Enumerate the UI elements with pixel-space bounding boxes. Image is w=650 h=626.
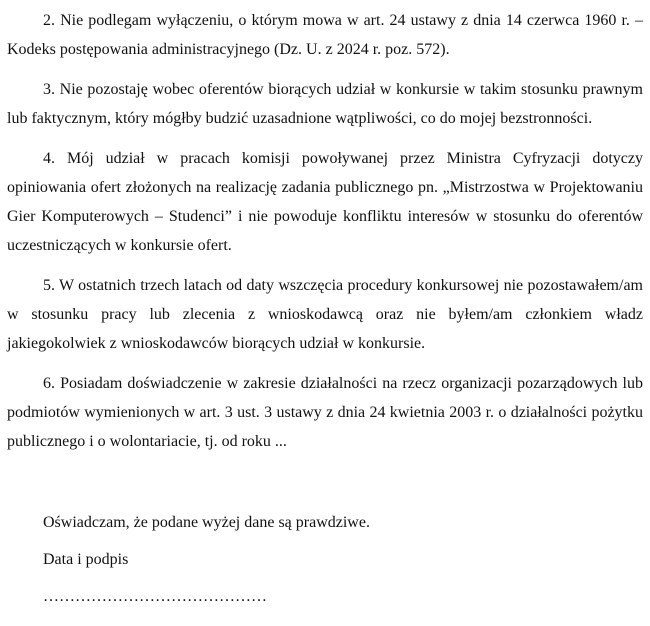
- paragraph-2: 2. Nie podlegam wyłączeniu, o którym mowa w art. 24 ustawy z dnia 14 czerwca 1960 r. – Kodeks postępowania administracyjnego (Dz. U. z 2024 r. poz. 572).: [7, 12, 643, 58]
- signature-dotted-line: ……………………………………: [43, 588, 267, 605]
- paragraph-6: 6. Posiadam doświadczenie w zakresie działalności na rzecz organizacji pozarządowych lub podmiotów wymienionych w art. 3 ust. 3 ustawy z dnia 24 kwietnia 2003 r. o działalności pożytku publicznego i o wolontariacie, tj. od roku ...: [7, 375, 643, 450]
- paragraph-3: 3. Nie pozostaję wobec oferentów biorących udział w konkursie w takim stosunku prawnym lub faktycznym, który mógłby budzić uzasadnione wątpliwości, co do mojej bezstronności.: [7, 81, 643, 127]
- paragraph-4: 4. Mój udział w pracach komisji powoływanej przez Ministra Cyfryzacji dotyczy opiniowania ofert złożonych na realizację zadania publicznego pn. „Mistrzostwa w Projektowaniu Gier Komputerowych – Studenci” i nie powoduje konfliktu interesów w stosunku do oferentów uczestniczących w konkursie ofert.: [7, 150, 643, 254]
- date-signature-label: Data i podpis: [43, 551, 129, 568]
- declaration-document: [7, 6, 643, 456]
- declaration-statement: Oświadczam, że podane wyżej dane są prawdziwe.: [43, 514, 370, 531]
- paragraph-5: 5. W ostatnich trzech latach od daty wszczęcia procedury konkursowej nie pozostawałem/am w stosunku pracy lub zlecenia z wnioskodawcą oraz nie byłem/am członkiem władz jakiegokolwiek z wnioskodawców biorących udział w konkursie.: [7, 277, 643, 352]
